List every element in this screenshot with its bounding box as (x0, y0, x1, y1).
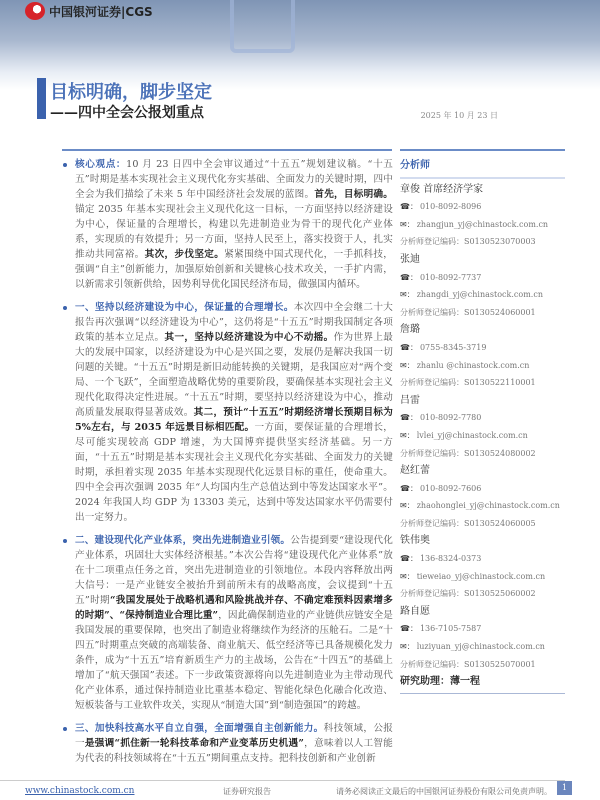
cgs-watermark (230, 0, 295, 53)
body-text: ，意味着以人工智能为代表的科技领域将在“十五五”期间重点支持。把科技创新和产业创新 (75, 738, 393, 764)
bullet-icon (63, 727, 67, 731)
phone-icon: ☎： (400, 554, 418, 564)
phone-number: 010-8092-8096 (419, 202, 482, 212)
analyst-name-text: 铁伟奥 (400, 535, 430, 547)
page-subtitle: ——四中全会公报划重点 (50, 105, 204, 121)
analyst-email (400, 216, 565, 234)
analyst-email (400, 357, 565, 375)
analyst-phone (400, 620, 565, 638)
report-date: 2025 年 10 月 23 日 (420, 111, 498, 120)
phone-number: 136-8324-0373 (419, 554, 482, 564)
main-body (75, 157, 393, 774)
section-heading: 核心观点： (75, 159, 127, 170)
body-text: ，因此确保制造业的产业链供应链安全是我国发展的重要保障，也突出了制造业将继续作为经济的压舱石。二是“十四五”时期重点突破的高端装备、商业航天、低空经济等已具备规模化发力条件，成为“十五五”培育新质生产力的主战场，公告在“十四五”的基础上增加了“航天强国”表述。下一步政策资源将向以先进制造业为主带动现代化产业体系，通过保持制造业比重基本稳定、智能化绿色化融合化改造、短板装备与工业软件攻关，实现从“制造大国”到“制造强国”的跨越。 (75, 610, 393, 711)
analyst-name (400, 181, 565, 199)
website-link[interactable]: www.chinastock.com.cn (25, 786, 135, 796)
analyst-reg (400, 304, 565, 322)
analyst-phone (400, 198, 565, 216)
reg-label: 分析师登记编码： (400, 237, 464, 247)
analyst-phone (400, 339, 565, 357)
phone-icon: ☎： (400, 272, 418, 282)
logo (25, 2, 153, 20)
sidebar-heading: 分析师 (400, 157, 565, 179)
mail-icon: ✉： (400, 642, 415, 652)
phone-number: 010-8092-7737 (419, 272, 482, 282)
mail-icon: ✉： (400, 571, 415, 581)
analyst-name-text: 吕雷 (400, 394, 420, 406)
phone-number: 136-7105-7587 (419, 624, 482, 634)
analyst-email (400, 286, 565, 304)
body-text: 本次四中全会继二十大报告再次强调“以经济建设为中心”，这仍将是“十五五”时期我国制定各项政策的基本立足点。 (75, 302, 393, 343)
analyst-phone (400, 409, 565, 427)
bold-text: 是强调“抓住新一轮科技革命和产业变革历史机遇” (84, 738, 304, 749)
bold-text: “我国发展处于战略机遇和风险挑战并存、不确定难预料因素增多的时期”、“保持制造业合理比重” (75, 595, 393, 621)
footer-rule (0, 780, 565, 781)
assistant-text: 研究助理：薄一程 (400, 676, 480, 688)
mail-icon: ✉： (400, 290, 415, 300)
analyst-name (400, 532, 565, 550)
analyst-email (400, 497, 565, 515)
body-text: 10 月 23 日四中全会审议通过“十五五”规划建议稿。“十五五”时期是基本实现社会主义现代化夯实基础、全面发力的关键时期，四中全会为我们描绘了未来 5 年中国经济社会发展的蓝图。 (75, 159, 394, 200)
bullet-icon (63, 163, 67, 167)
analyst-sidebar (400, 157, 565, 694)
bold-text: 其一，坚持以经济建设为中心不动摇。 (164, 332, 334, 343)
phone-icon: ☎： (400, 413, 418, 423)
reg-number: S0130524060005 (464, 518, 536, 528)
reg-label: 分析师登记编码： (400, 378, 464, 388)
body-text: 公告提到要“建设现代化产业体系，巩固壮大实体经济根基。”本次公告将“建设现代化产业体系”放在十二项重点任务之首，突出先进制造业的引领地位。本段内容释放出两大信号：一是产业链安全被抬升到前所未有的战略高度，会议提到“十五五”时期 (75, 535, 393, 606)
reg-label: 分析师登记编码： (400, 659, 464, 669)
bullet-icon (63, 539, 67, 543)
paragraph (75, 721, 393, 766)
analyst-phone (400, 550, 565, 568)
disclaimer: 请务必阅读正文最后的中国银河证券股份有限公司免责声明。 (336, 787, 552, 796)
body-text: 一方面，要保证量的合理增长，尽可能实现较高 GDP 增速，为大国博弈提供坚实经济基础。另一方面，“十五五”时期是基本实现社会主义现代化夯实基础、全面发力的关键时期，承担着实现 2035 年基本实现现代化远景目标的重任，使命重大。四中全会再次强调 2035 年“人均国内生产总值达到中等发达国家水平”。2024 年我国人均 GDP 为 13303 美元，达到中等发达国家水平仍需要付出一定努力。 (75, 422, 393, 523)
page-number: 1 (557, 781, 572, 795)
analyst-name (400, 321, 565, 339)
section-heading: 三、加快科技高水平自立自强，全面增强自主创新能力。 (75, 723, 324, 734)
paragraph (75, 533, 393, 713)
reg-label: 分析师登记编码： (400, 518, 464, 528)
analyst-name (400, 603, 565, 621)
body-text: 科技领域，公报一 (75, 723, 394, 749)
report-type: 证券研究报告 (223, 787, 271, 796)
analyst-name (400, 462, 565, 480)
analyst-reg (400, 374, 565, 392)
mail-icon: ✉： (400, 501, 415, 511)
analyst-name (400, 392, 565, 410)
paragraph (75, 157, 393, 292)
phone-number: 010-8092-7780 (419, 413, 482, 423)
email-address[interactable]: tieweiao_yj@chinastock.com.cn (416, 571, 546, 581)
analyst-reg (400, 233, 565, 251)
analyst-email (400, 427, 565, 445)
email-address[interactable]: zhangdi_yj@chinastock.com.cn (416, 290, 543, 300)
page-title: 目标明确，脚步坚定 (50, 82, 212, 103)
phone-icon: ☎： (400, 202, 418, 212)
reg-number: S0130522110001 (464, 378, 536, 388)
body-text: 紧紧围绕中国式现代化，一手抓科技，强调“自主”创新能力，加强原始创新和关键核心技术攻关，一手扩内需，以新需求引领新供给，因势利导优化国民经济布局，做强国内循环。 (75, 249, 393, 290)
analyst-phone (400, 269, 565, 287)
analyst-name-text: 张迪 (400, 253, 420, 265)
reg-number: S0130525060002 (464, 589, 536, 599)
email-address[interactable]: lvlei_yj@chinastock.com.cn (416, 430, 528, 440)
email-address[interactable]: zhangjun_yj@chinastock.com.cn (416, 219, 549, 229)
paragraph (75, 300, 393, 525)
analyst-name-text: 路自愿 (400, 605, 430, 617)
reg-label: 分析师登记编码： (400, 589, 464, 599)
logo-icon (25, 2, 45, 20)
mail-icon: ✉： (400, 360, 415, 370)
analyst-phone (400, 480, 565, 498)
analyst-name-text: 詹璐 (400, 324, 420, 336)
mail-icon: ✉： (400, 430, 415, 440)
reg-label: 分析师登记编码： (400, 448, 464, 458)
section-heading: 一、坚持以经济建设为中心，保证量的合理增长。 (75, 302, 294, 313)
body-text: 作为世界上最大的发展中国家，以经济建设为中心是兴国之要，发展仍是解决我国一切问题的关键。“十五五”时期是新旧动能转换的关键期，是我国应对“两个变局、一个飞跃”，全面塑造战略优势的重要阶段，要确保基本实现社会主义现代化取得决定性进展。“十五五”时期，要坚持以经济建设为中心，推动高质量发展取得显著成效。 (75, 332, 393, 418)
analyst-reg (400, 515, 565, 533)
phone-icon: ☎： (400, 483, 418, 493)
bullet-icon (63, 306, 67, 310)
research-assistant (400, 673, 565, 691)
reg-number: S0130525070001 (464, 659, 536, 669)
body-text: 锚定 2035 年基本实现社会主义现代化这一目标，一方面坚持以经济建设为中心，保证量的合理增长，构建以先进制造业为骨干的现代化产业体系，实现质的有效提升；另一方面，坚持人民至上，落实投资于人，扎实推动共同富裕。 (75, 204, 393, 260)
reg-number: S0130523070003 (464, 237, 536, 247)
main-top-rule (62, 149, 392, 151)
title-accent-bar (37, 78, 46, 119)
analyst-reg (400, 656, 565, 674)
bold-text: 其次，步伐坚定。 (144, 249, 225, 260)
phone-icon: ☎： (400, 624, 418, 634)
logo-text: 中国银河证券|CGS (49, 4, 153, 19)
analyst-reg (400, 585, 565, 603)
analyst-name (400, 251, 565, 269)
analyst-name-text: 章俊 首席经济学家 (400, 183, 484, 195)
phone-number: 010-8092-7606 (419, 483, 482, 493)
bold-text: 首先，目标明确。 (314, 189, 393, 200)
phone-icon: ☎： (400, 342, 418, 352)
reg-number: S0130524060001 (464, 307, 536, 317)
mail-icon: ✉： (400, 219, 415, 229)
email-address[interactable]: zhaohonglei_yj@chinastock.com.cn (416, 501, 560, 511)
section-heading: 二、建设现代化产业体系，突出先进制造业引领。 (75, 535, 291, 546)
analyst-name-text: 赵红蕾 (400, 465, 430, 477)
bold-text: 其二，预计“十五五”时期经济增长预期目标为 5%左右，与 2035 年远景目标相匹配。 (75, 407, 393, 433)
email-address[interactable]: zhanlu @chinastock.com.cn (416, 360, 530, 370)
analyst-email (400, 638, 565, 656)
analyst-reg (400, 445, 565, 463)
reg-number: S0130524080002 (464, 448, 536, 458)
sidebar-bottom-rule (400, 693, 565, 694)
analyst-email (400, 568, 565, 586)
side-top-rule (400, 149, 565, 151)
email-address[interactable]: luziyuan_yj@chinastock.com.cn (416, 642, 545, 652)
phone-number: 0755-8345-3719 (419, 342, 487, 352)
reg-label: 分析师登记编码： (400, 307, 464, 317)
